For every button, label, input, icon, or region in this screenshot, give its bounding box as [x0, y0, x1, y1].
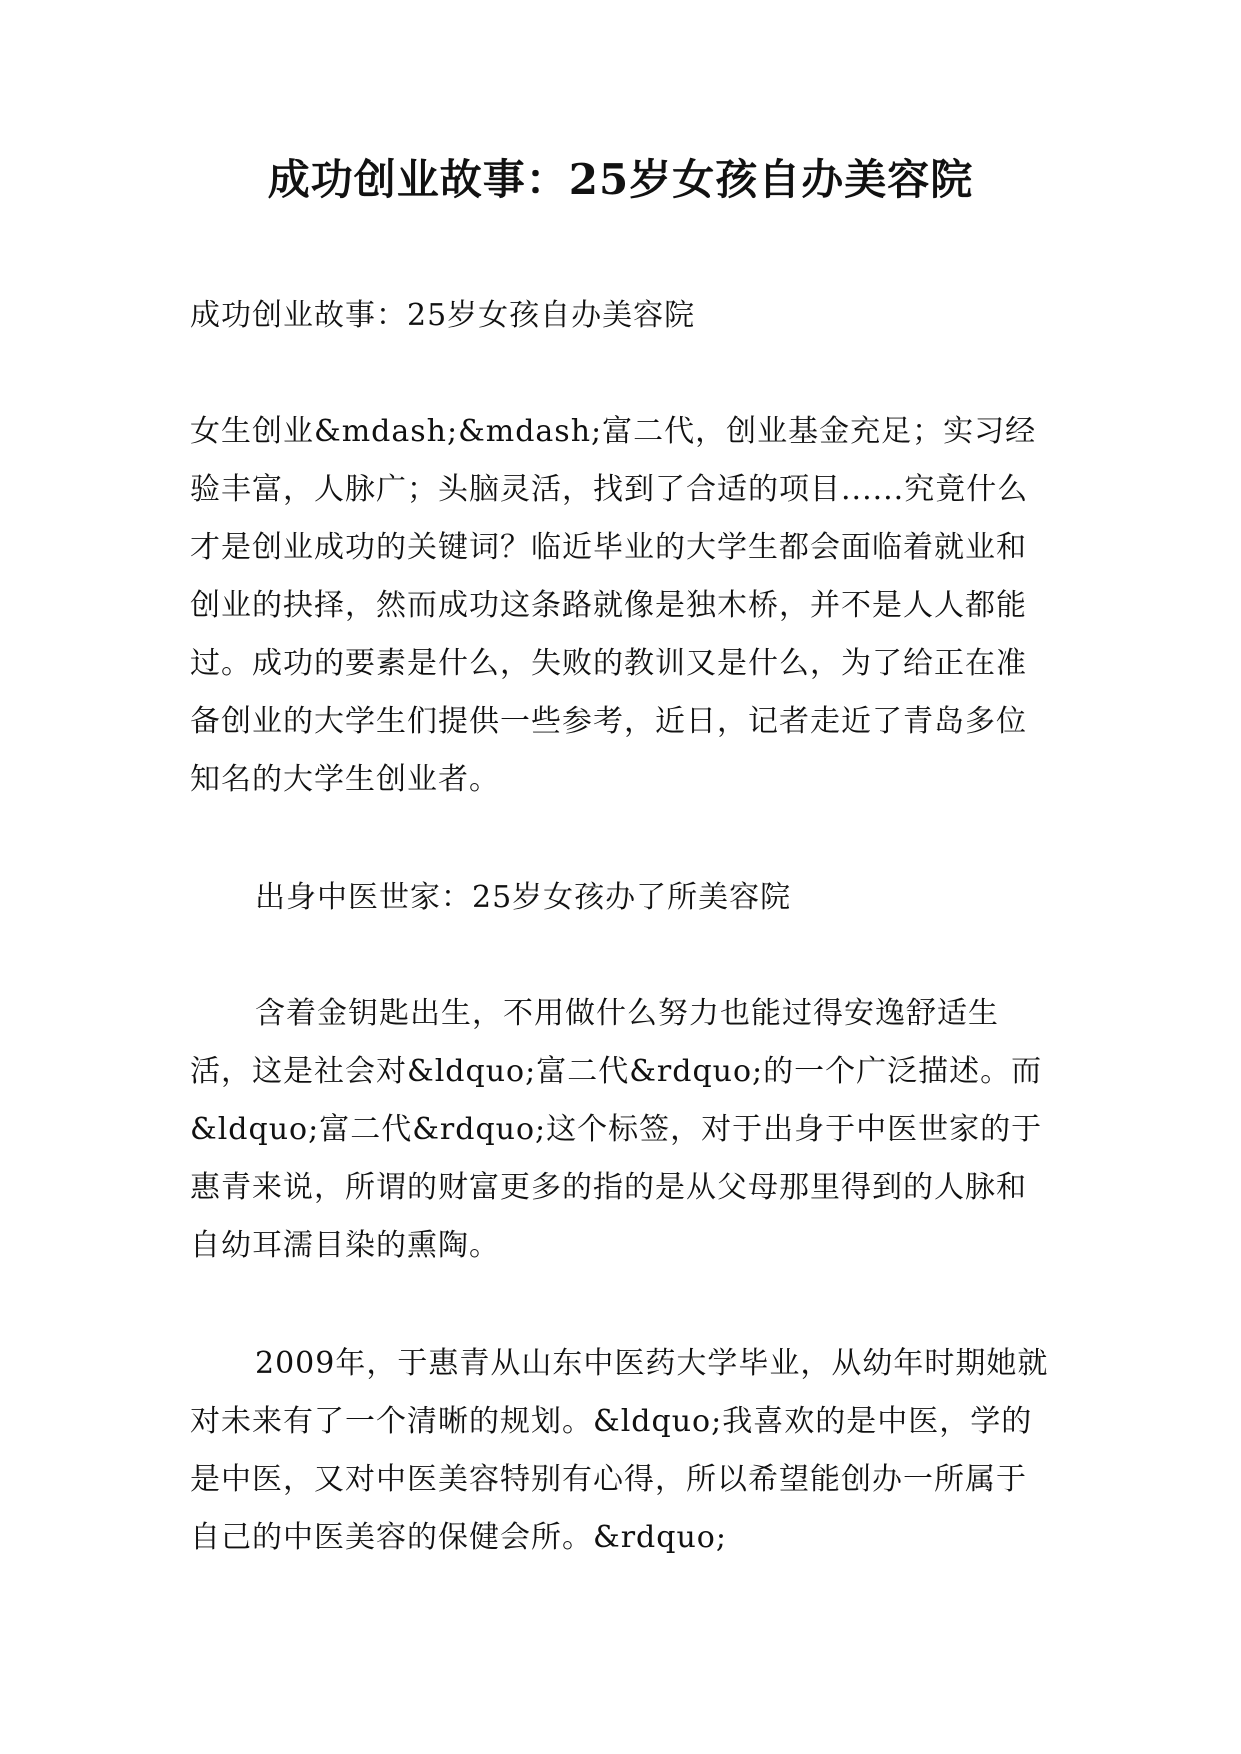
body-paragraph-2: 2009年，于惠青从山东中医药大学毕业，从幼年时期她就对未来有了一个清晰的规划。&ldquo;我喜欢的是中医，学的是中医，又对中医美容特别有心得，所以希望能创办一所属于自己的中医美容的保健会所。&rdquo; [190, 1346, 1049, 1555]
document-title: 成功创业故事：25岁女孩自办美容院 [267, 155, 974, 204]
body-paragraph-1: 含着金钥匙出生，不用做什么努力也能过得安逸舒适生活，这是社会对&ldquo;富二代&rdquo;的一个广泛描述。而&ldquo;富二代&rdquo;这个标签，对于出身于中医世家的于惠青来说，所谓的财富更多的指的是从父母那里得到的人脉和自幼耳濡目染的熏陶。 [190, 996, 1043, 1263]
intro-paragraph: 女生创业&mdash;&mdash;富二代，创业基金充足；实习经验丰富，人脉广；头脑灵活，找到了合适的项目......究竟什么才是创业成功的关键词？临近毕业的大学生都会面临着就业和创业的抉择，然而成功这条路就像是独木桥，并不是人人都能过。成功的要素是什么，失败的教训又是什么，为了给正在准备创业的大学生们提供一些参考，近日，记者走近了青岛多位知名的大学生创业者。 [190, 414, 1037, 797]
subtitle-paragraph: 成功创业故事：25岁女孩自办美容院 [190, 298, 696, 333]
section-heading: 出身中医世家：25岁女孩办了所美容院 [255, 880, 792, 915]
